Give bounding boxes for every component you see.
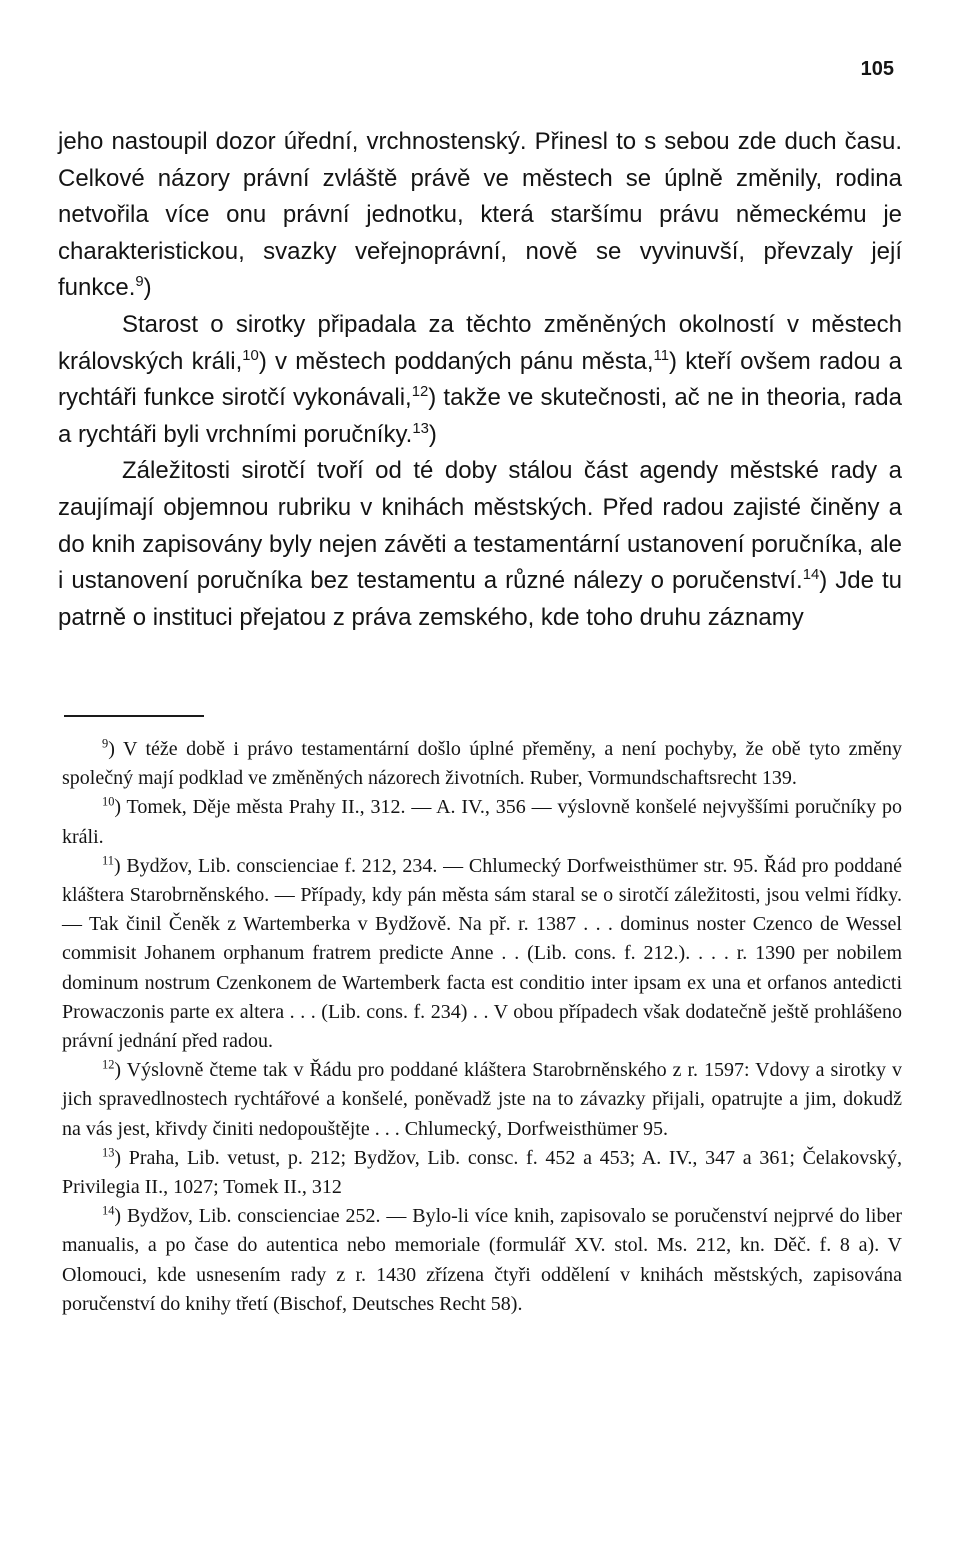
main-text [58,124,902,636]
paragraph-2 [58,307,902,453]
footnote-11 [62,852,902,1056]
footnote-9 [62,735,902,793]
footnote-13 [62,1144,902,1202]
footnote-mark: 10 [102,794,115,809]
footnote-text: ) Tomek, Děje města Prahy II., 312. — A. IV., 356 — výslovně konšelé nejvyššími poručníky po králi. [62,796,902,848]
paragraph-text: ) Jde tu patrně o instituci přejatou z práva zemského, kde toho druhu záznamy [58,567,902,631]
paragraph-text: Starost o sirotky připadala za těchto změněných okolností v městech královských králi, [58,310,902,375]
footnote-mark: 12 [102,1057,115,1072]
footnote-ref-10: 10 [242,347,259,364]
footnote-ref-12: 12 [411,384,429,401]
footnote-mark: 14 [102,1203,115,1218]
paragraph-1 [58,124,902,307]
paragraph-text: jeho nastoupil dozor úřední, vrchnostenský. Přinesl to s sebou zde duch času. Celkové názory právní zvláště právě ve městech se úplně změnily, rodina netvořila více onu právní jednotku, která staršímu právu německému je charakteristickou, svazky veřejnoprávní, nově se vyvinuvší, převzaly její funkce. [58,128,902,302]
footnote-mark: 9 [102,736,109,751]
footnote-text: ) Bydžov, Lib. conscienciae f. 212, 234. — Chlumecký Dorfweisthümer str. 95. Řád pro poddané kláštera Starobrněnského. — Případy, kdy pán města sám staral se o sirotčí záležitosti, jsou velmi řídky. — Tak činil Čeněk z Wartemberka v Bydžově. Na př. r. 1387 . . . dominus noster Czenco de Wessel commisit Johanem orphanum fratrem predicte Anne . . (Lib. cons. f. 212.). . . . r. 1390 per nobilem dominum nostrum Czenkonem de Wartemberk facta est conditio inter ipsam ex una et orfanos antedicti Prowaczonis parte ex altera . . . (Lib. cons. f. 234) . . V obou případech však dodatečně ještě prohlášeno právní jednání před radou. [62,854,902,1053]
paragraph-text: ) kteří ovšem radou a rychtáři funkce sirotčí vykonávali, [58,347,902,412]
footnote-mark: 11 [102,853,114,868]
footnote-14 [62,1202,902,1319]
paragraph-text: ) takže ve skutečnosti, ač ne in theoria, rada a rychtáři byli vrchními poručníky. [58,384,903,448]
footnote-12 [62,1056,902,1144]
paragraph-text: ) v městech poddaných pánu města, [258,347,654,375]
footnote-ref-9: 9 [135,274,144,291]
footnote-text: ) V téže době i právo testamentární došlo úplné přeměny, a není pochyby, že obě tyto změny společný mají podklad ve změněných názorech životních. Ruber, Vormundschaftsrecht 139. [62,738,902,790]
footnote-text: ) Výslovně čteme tak v Řádu pro poddané kláštera Starobrněnského z r. 1597: Vdovy a sirotky v jich spravedlnostech rychtářové a konšelé, poněvadž jste na to závazky přijali, opatrujte a jim, dokudž na vás jest, křivdy činiti nedopouštějte . . . Chlumecký, Dorfweisthümer 95. [62,1059,902,1140]
paragraph-text: Záležitosti sirotčí tvoří od té doby stálou část agendy městské rady a zaujímají objemnou rubriku v knihách městských. Před radou zajisté činěny a do knih zapisovány byly nejen závěti a testamentární ustanovení poručníka, ale i ustanovení poručníka bez testamentu a různé nálezy o poručenství. [58,457,902,595]
footnotes [62,735,902,1319]
paragraph-text: ) [143,274,152,302]
footnote-separator [64,715,204,717]
footnote-ref-14: 14 [802,567,820,584]
footnote-ref-11: 11 [653,347,669,364]
page-number: 105 [860,58,894,80]
paragraph-text: ) [428,420,437,448]
footnote-text: ) Praha, Lib. vetust, p. 212; Bydžov, Lib. consc. f. 452 a 453; A. IV., 347 a 361; Čelakovský, Privilegia II., 1027; Tomek II., 312 [62,1146,902,1199]
footnote-ref-13: 13 [412,420,429,437]
paragraph-3 [58,453,902,636]
footnote-mark: 13 [102,1145,115,1160]
footnote-10 [62,793,902,851]
footnote-text: ) Bydžov, Lib. conscienciae 252. — Bylo-li více knih, zapisovalo se poručenství nejprvé do liber manualis, a po čase do autentica nebo memoriale (formulář XV. stol. Ms. 212, kn. Děč. f. 8 a). V Olomouci, kde usnesením rady z r. 1430 zřízena čtyři oddělení v knihách městských, zapisována poručenství do knihy třetí (Bischof, Deutsches Recht 58). [62,1205,902,1315]
